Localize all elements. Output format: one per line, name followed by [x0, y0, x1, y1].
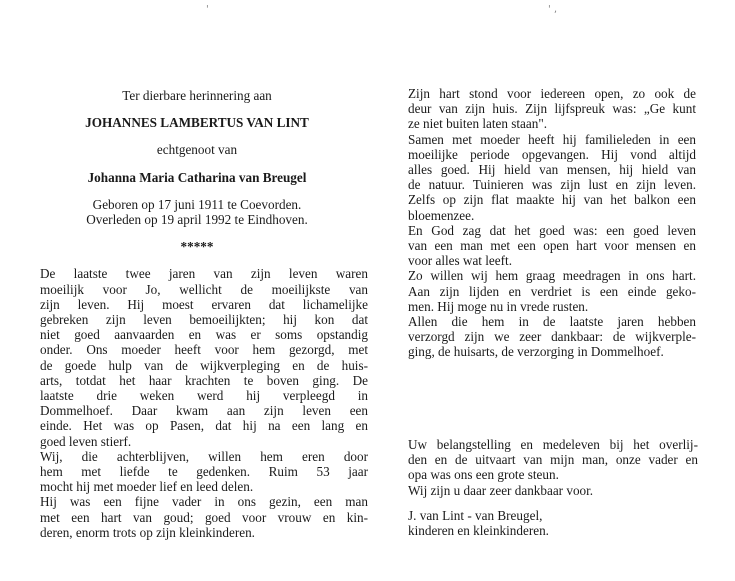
- body-line: einde. Het was op Pasen, dat hij na een lang en: [40, 418, 368, 434]
- body-line: De laatste twee jaren van zijn leven waren: [40, 266, 368, 282]
- signature-line: J. van Lint - van Breugel,: [408, 508, 543, 523]
- body-line: de goede hulp van de wijkverpleging en de huis-: [40, 357, 368, 373]
- body-line: goed leven stierf.: [40, 433, 132, 449]
- body-line: zijn leven. Hij moest ervaren dat lichamelijke: [40, 296, 368, 312]
- body-line: voor alles wat leeft.: [408, 253, 512, 269]
- left-body-text: [40, 266, 368, 540]
- body-line: En God zag dat het goed was: een goed leven: [408, 222, 696, 238]
- right-body-text: [408, 86, 696, 360]
- body-line: ging, de huisarts, de verzorging in Dommelhoef.: [408, 344, 664, 360]
- body-line: Allen die hem in de laatste jaren hebben: [408, 314, 696, 330]
- body-line: de natuur. Tuinieren was zijn lust en zijn leven.: [408, 177, 696, 193]
- thanks-line: den en de uitvaart van mijn man, onze vader en: [408, 452, 698, 468]
- body-line: alles goed. Hij hield van mensen, hij hield van: [408, 162, 696, 178]
- body-line: onder. Ons moeder heeft voor hem gezorgd, met: [40, 342, 368, 358]
- body-line: mocht hij met moeder lief en leed delen.: [40, 479, 254, 495]
- deceased-name: JOHANNES LAMBERTUS VAN LINT: [85, 115, 309, 131]
- body-line: arts, totdat het haar krachten te boven ging. De: [40, 372, 368, 388]
- body-line: van een man met een open hart voor mensen en: [408, 238, 696, 254]
- body-line: Dommelhoef. Daar kwam aan zijn leven een: [40, 403, 368, 419]
- corner-mark-right: ' ,: [548, 4, 558, 15]
- family-line: kinderen en kleinkinderen.: [408, 523, 549, 539]
- body-line: moeilijk voor Jo, wellicht de moeilijkste van: [40, 281, 368, 297]
- left-column: [40, 88, 368, 540]
- body-line: deur van zijn huis. Zijn lijfspreuk was: „Ge kunt: [408, 101, 696, 117]
- closing-block: [408, 508, 698, 538]
- body-line: Zijn hart stond voor iedereen open, zo ook de: [408, 86, 696, 101]
- thanks-block: [408, 437, 698, 498]
- thanks-line: Wij zijn u daar zeer dankbaar voor.: [408, 482, 594, 498]
- right-column: [408, 86, 696, 360]
- body-line: moeilijke periode opgevangen. Hij vond altijd: [408, 146, 696, 162]
- body-line: Wij, die achterblijven, willen hem eren door: [40, 448, 368, 464]
- relation-line: echtgenoot van: [156, 142, 238, 158]
- body-line: Samen met moeder heeft hij familieleden in een: [408, 131, 696, 147]
- spouse-name: Johanna Maria Catharina van Breugel: [87, 169, 307, 185]
- body-line: men. Hij moge nu in vrede rusten.: [408, 298, 589, 314]
- body-line: ze niet buiten laten staan".: [408, 116, 548, 132]
- death-line: Overleden op 19 april 1992 te Eindhoven.: [86, 212, 308, 228]
- birth-line: Geboren op 17 juni 1911 te Coevorden.: [92, 196, 302, 212]
- corner-mark-left: ': [206, 4, 209, 15]
- body-line: met een hart van goud; goed voor vrouw en kin-: [40, 509, 368, 525]
- body-line: laatste drie weken werd hij verpleegd in: [40, 388, 368, 404]
- body-line: Zo willen wij hem graag meedragen in ons hart.: [408, 268, 696, 284]
- thanks-line: Uw belangstelling en medeleven bij het overlij-: [408, 437, 698, 452]
- body-line: hem met liefde te gedenken. Ruim 53 jaar: [40, 464, 368, 480]
- body-line: gebreken zijn leven bemoeilijkten; hij kon dat: [40, 312, 368, 328]
- body-line: verzorgd zijn we zeer dankbaar: de wijkverple-: [408, 329, 696, 345]
- body-line: Hij was een fijne vader in ons gezin, een man: [40, 494, 368, 510]
- body-line: Zelfs op zijn flat maakte hij van het balkon een: [408, 192, 696, 208]
- body-line: deren, enorm trots op zijn kleinkinderen.: [40, 524, 255, 540]
- body-line: Aan zijn lijden en verdriet is een einde geko-: [408, 283, 696, 299]
- body-line: bloemenzee.: [408, 207, 475, 223]
- separator-stars: *****: [180, 239, 214, 255]
- intro-line: Ter dierbare herinnering aan: [122, 88, 272, 103]
- body-line: niet goed aanvaarden en was er soms opstandig: [40, 327, 368, 343]
- thanks-line: opa was ons een grote steun.: [408, 467, 559, 483]
